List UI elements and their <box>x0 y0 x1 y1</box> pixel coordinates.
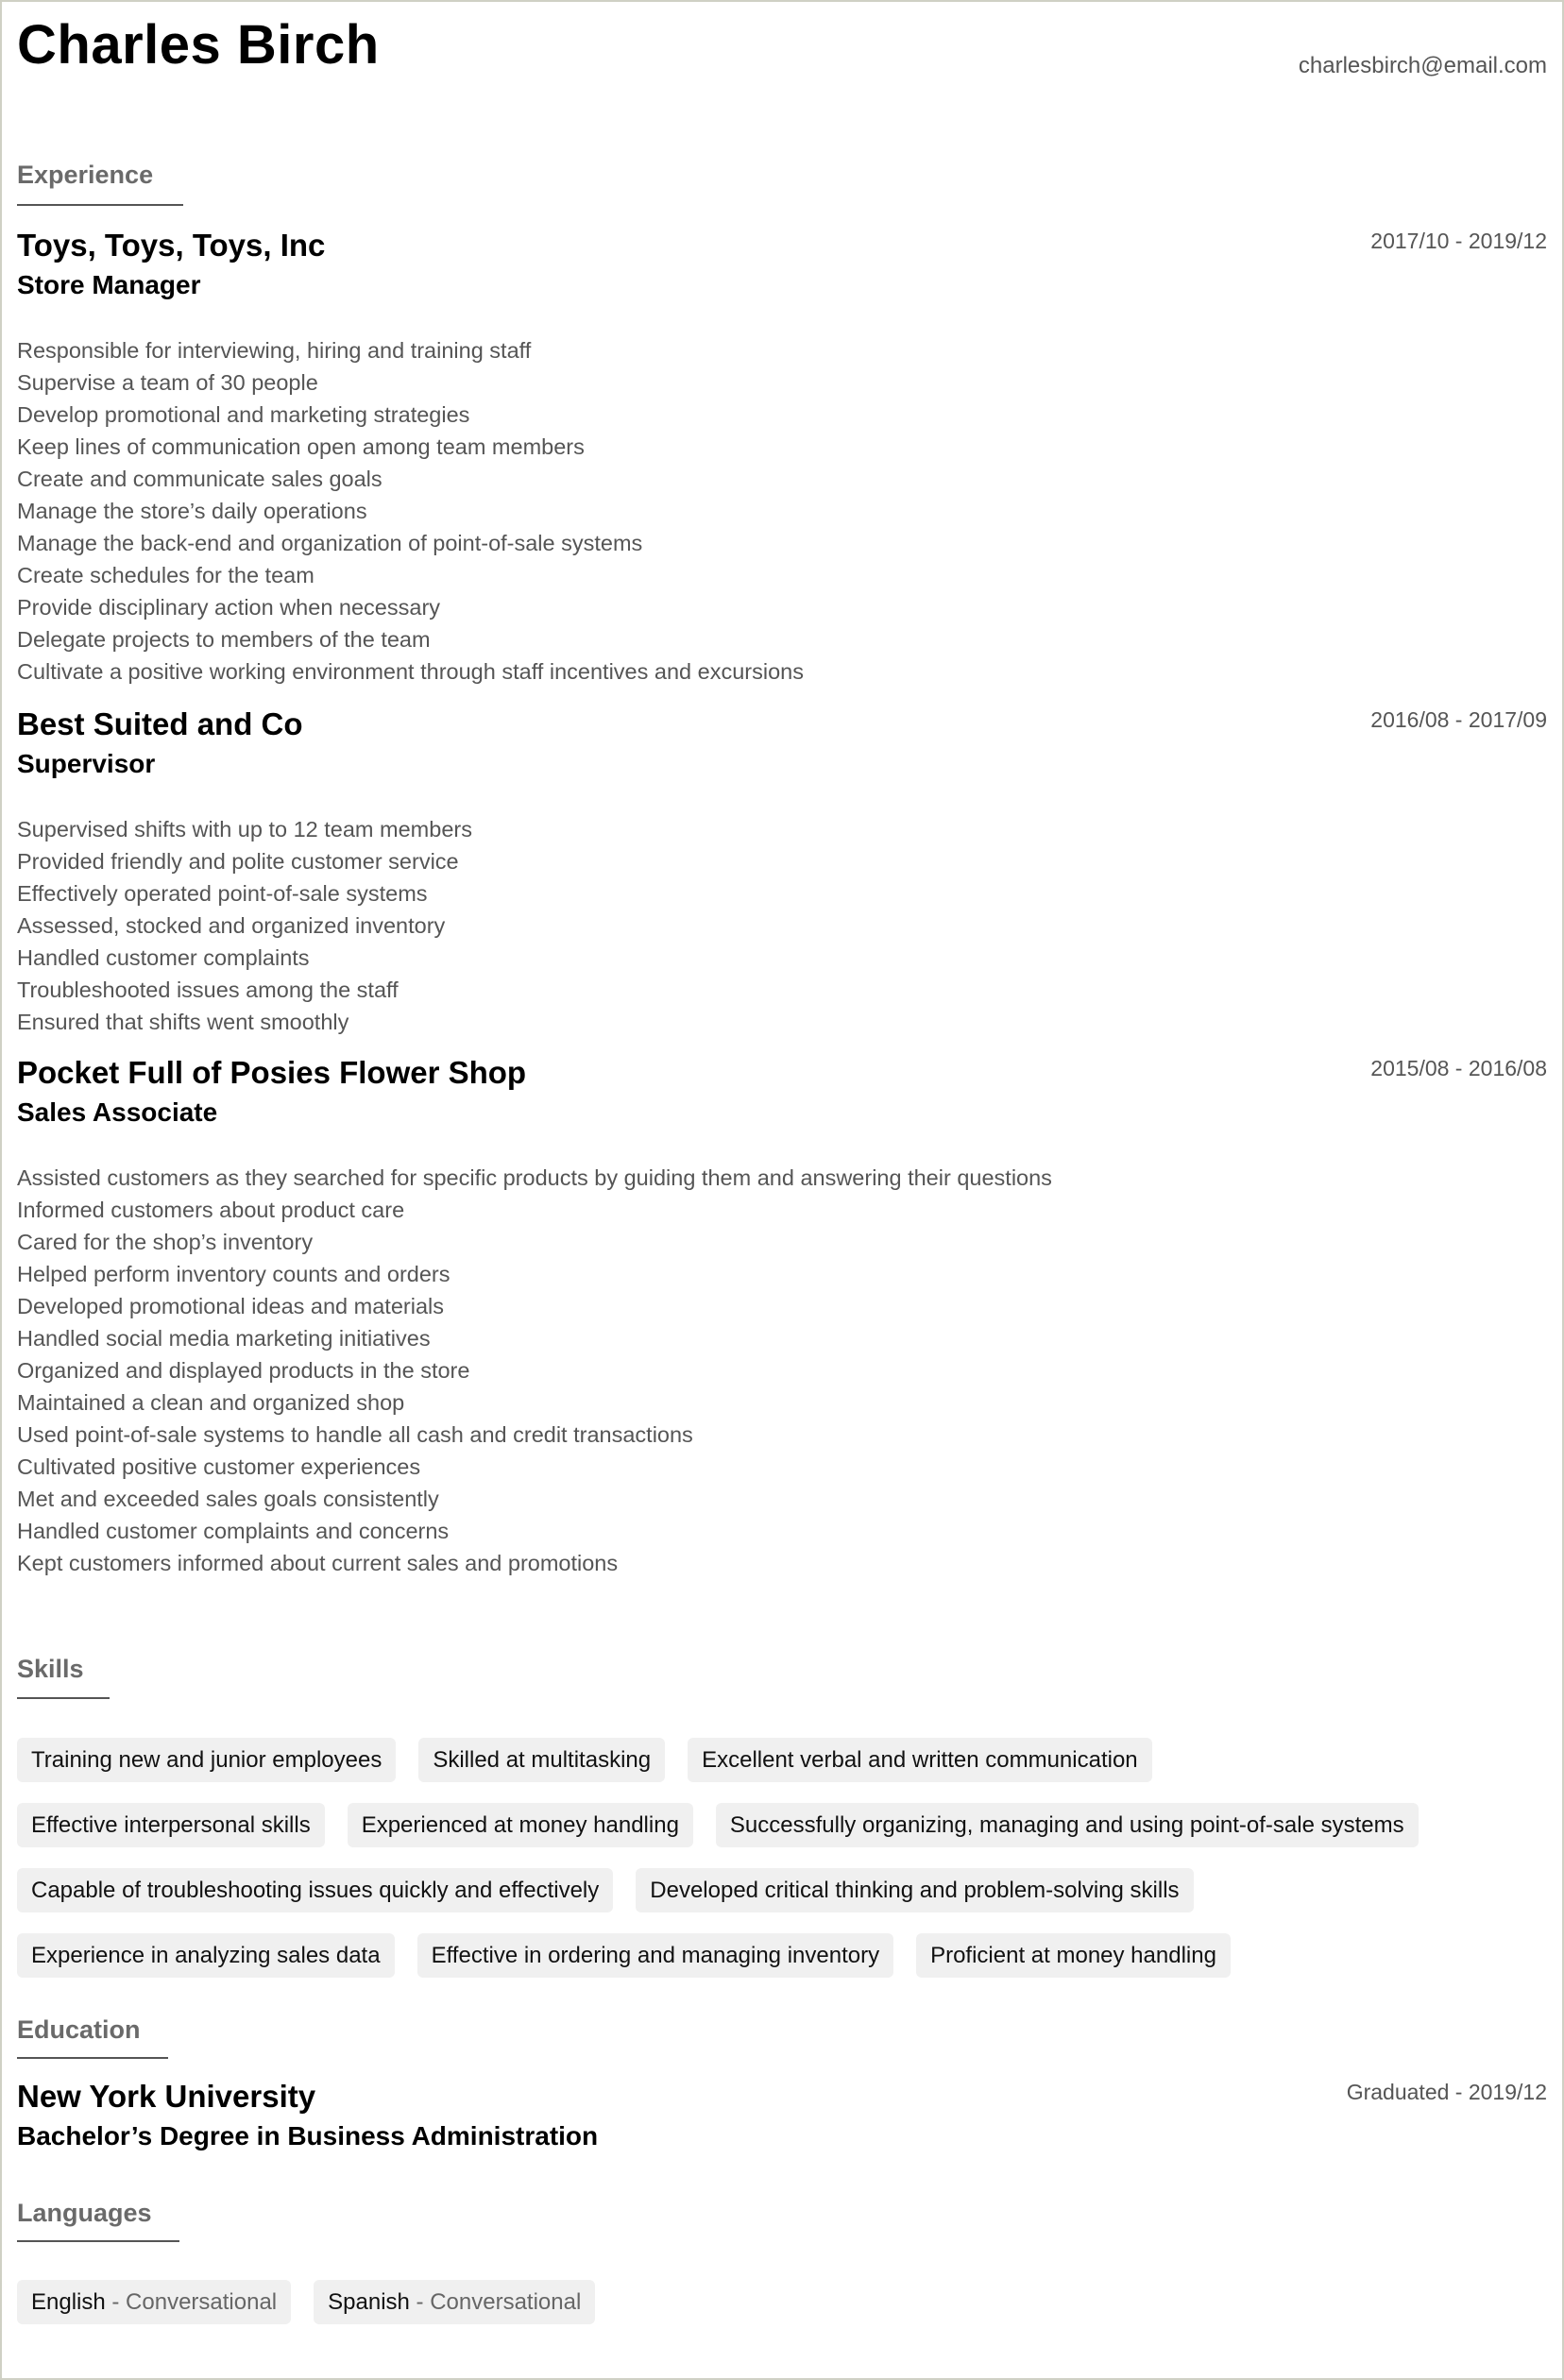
job-bullet: Keep lines of communication open among team members <box>17 434 585 459</box>
job-role: Supervisor <box>17 749 156 778</box>
job-bullet: Develop promotional and marketing strategies <box>17 402 470 427</box>
job-description <box>17 813 1084 1038</box>
job-bullet: Met and exceeded sales goals consistently <box>17 1487 439 1511</box>
skill-tag: Developed critical thinking and problem-solving skills <box>636 1868 1193 1912</box>
job-bullet: Manage the back-end and organization of point-of-sale systems <box>17 531 643 555</box>
candidate-email[interactable]: charlesbirch@email.com <box>1298 53 1547 78</box>
job-description <box>17 334 1084 688</box>
job-description <box>17 1162 1084 1579</box>
skill-tag: Effective interpersonal skills <box>17 1803 325 1847</box>
job-role: Sales Associate <box>17 1097 218 1127</box>
job-dates: 2015/08 - 2016/08 <box>1370 1056 1547 1080</box>
skill-tag: Capable of troubleshooting issues quickly and effectively <box>17 1868 613 1912</box>
job-company: Pocket Full of Posies Flower Shop <box>17 1055 527 1090</box>
languages-list <box>17 2280 1547 2345</box>
language-name: Spanish <box>328 2289 410 2315</box>
language-tag <box>17 2280 291 2324</box>
job-bullet: Ensured that shifts went smoothly <box>17 1010 349 1034</box>
skill-tag: Successfully organizing, managing and using point-of-sale systems <box>716 1803 1419 1847</box>
skills-list <box>17 1738 1547 1998</box>
skill-tag: Skilled at multitasking <box>418 1738 665 1782</box>
job-bullet: Create schedules for the team <box>17 563 314 587</box>
candidate-name: Charles Birch <box>17 14 380 76</box>
education-degree: Bachelor’s Degree in Business Administration <box>17 2121 599 2150</box>
job-bullet: Cultivated positive customer experiences <box>17 1454 421 1479</box>
job-bullet: Supervise a team of 30 people <box>17 370 318 395</box>
skills-heading: Skills <box>17 1655 84 1683</box>
job-bullet: Organized and displayed products in the store <box>17 1358 470 1383</box>
job-dates: 2016/08 - 2017/09 <box>1370 707 1547 732</box>
job-bullet: Delegate projects to members of the team <box>17 627 431 652</box>
skill-tag: Experienced at money handling <box>348 1803 693 1847</box>
job-dates: 2017/10 - 2019/12 <box>1370 229 1547 253</box>
job-bullet: Provided friendly and polite customer service <box>17 849 459 874</box>
skill-tag: Experience in analyzing sales data <box>17 1933 395 1978</box>
skill-tag: Excellent verbal and written communication <box>688 1738 1152 1782</box>
education-school: New York University <box>17 2079 316 2114</box>
job-bullet: Handled customer complaints <box>17 945 310 970</box>
language-level: - Conversational <box>409 2289 582 2315</box>
skill-tag: Training new and junior employees <box>17 1738 396 1782</box>
job-entry <box>17 706 1547 1038</box>
job-bullet: Developed promotional ideas and materials <box>17 1294 444 1318</box>
languages-row <box>17 2280 1547 2324</box>
job-bullet: Informed customers about product care <box>17 1198 405 1222</box>
languages-heading: Languages <box>17 2199 152 2227</box>
skills-row <box>17 1933 1547 1978</box>
language-name: English <box>31 2289 106 2315</box>
job-bullet: Provide disciplinary action when necessary <box>17 595 441 620</box>
education-heading: Education <box>17 2015 141 2044</box>
job-bullet: Manage the store’s daily operations <box>17 499 367 523</box>
job-bullet: Used point-of-sale systems to handle all cash and credit transactions <box>17 1422 693 1447</box>
job-bullet: Troubleshooted issues among the staff <box>17 978 399 1002</box>
job-bullet: Assisted customers as they searched for specific products by guiding them and answering their questions <box>17 1165 1052 1190</box>
skills-row <box>17 1868 1547 1912</box>
education-rule <box>17 2057 168 2059</box>
skill-tag: Proficient at money handling <box>916 1933 1231 1978</box>
job-entry <box>17 227 1547 688</box>
skill-tag: Effective in ordering and managing inventory <box>417 1933 894 1978</box>
language-level: - Conversational <box>105 2289 278 2315</box>
job-bullet: Cultivate a positive working environment through staff incentives and excursions <box>17 659 804 684</box>
job-role: Store Manager <box>17 270 201 299</box>
job-bullet: Handled social media marketing initiatives <box>17 1326 431 1351</box>
job-bullet: Helped perform inventory counts and orders <box>17 1262 450 1286</box>
skills-rule <box>17 1697 110 1699</box>
experience-heading: Experience <box>17 161 154 189</box>
job-company: Best Suited and Co <box>17 706 303 741</box>
job-bullet: Effectively operated point-of-sale systems <box>17 881 428 906</box>
job-bullet: Create and communicate sales goals <box>17 467 382 491</box>
job-bullet: Kept customers informed about current sales and promotions <box>17 1551 619 1575</box>
education-dates: Graduated - 2019/12 <box>1346 2080 1547 2104</box>
job-bullet: Cared for the shop’s inventory <box>17 1230 314 1254</box>
job-entry <box>17 1054 1547 1579</box>
job-company: Toys, Toys, Toys, Inc <box>17 228 326 263</box>
skills-row <box>17 1738 1547 1782</box>
job-bullet: Handled customer complaints and concerns <box>17 1519 450 1543</box>
experience-rule <box>17 204 183 206</box>
job-bullet: Responsible for interviewing, hiring and training staff <box>17 338 532 363</box>
job-bullet: Maintained a clean and organized shop <box>17 1390 405 1415</box>
language-tag <box>314 2280 595 2324</box>
languages-rule <box>17 2240 179 2242</box>
education-entry <box>17 2078 1547 2153</box>
skills-row <box>17 1803 1547 1847</box>
job-bullet: Supervised shifts with up to 12 team members <box>17 817 472 842</box>
job-bullet: Assessed, stocked and organized inventory <box>17 913 446 938</box>
